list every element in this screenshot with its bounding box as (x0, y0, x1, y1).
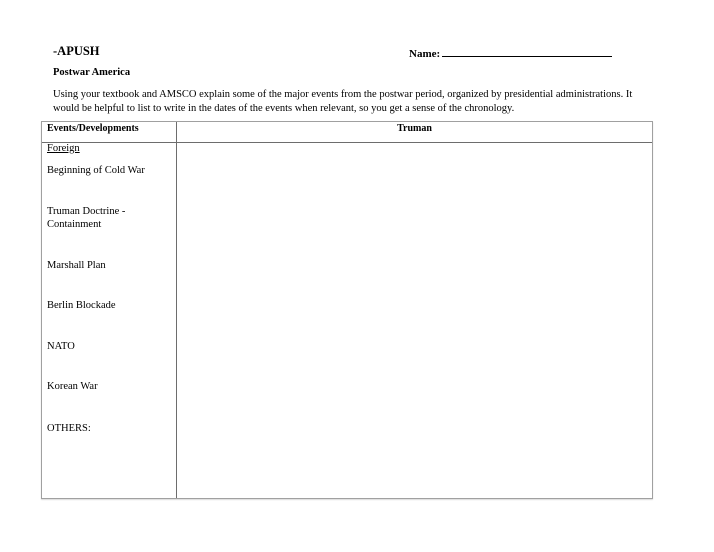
name-field (409, 46, 612, 60)
column-header-truman: Truman (397, 123, 432, 134)
event-berlin-blockade: Berlin Blockade (47, 300, 116, 311)
events-table (41, 121, 653, 499)
instructions-text: Using your textbook and AMSCO explain some of the major events from the postwar period, organized by presidential administrations. It would be helpful to list to write in the dates of the events when relevant, so you get a sense of the chronology. (53, 89, 633, 114)
section-label-foreign: Foreign (47, 143, 80, 154)
column-header-events: Events/Developments (47, 123, 139, 134)
column-divider (176, 122, 177, 498)
header-divider (42, 142, 652, 143)
event-beginning-of-cold-war: Beginning of Cold War (47, 165, 145, 176)
event-korean-war: Korean War (47, 381, 98, 392)
name-label: Name: (409, 48, 441, 60)
page-title: -APUSH (53, 44, 100, 58)
event-others: OTHERS: (47, 423, 91, 434)
event-truman-doctrine: Truman Doctrine - Containment (47, 206, 126, 230)
event-nato: NATO (47, 341, 75, 352)
page-subtitle: Postwar America (53, 67, 131, 78)
event-marshall-plan: Marshall Plan (47, 260, 106, 271)
name-blank-line[interactable] (442, 46, 612, 57)
